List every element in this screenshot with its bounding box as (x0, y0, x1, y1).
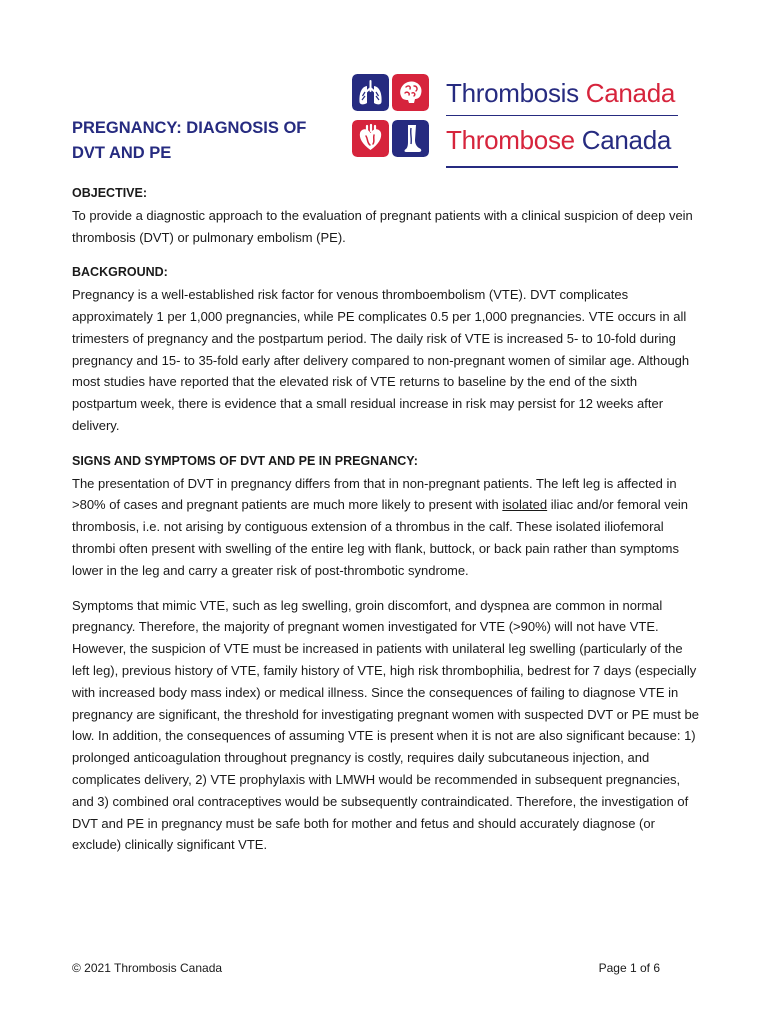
section-background (72, 262, 700, 436)
heart-icon (352, 120, 389, 157)
paragraph: Pregnancy is a well-established risk factor for venous thromboembolism (VTE). DVT complicates approximately 1 per 1,000 pregnancies, while PE complicates 0.5 per 1,000 pregnancies. VTE occurs in all trimesters of pregnancy and the postpartum period. The daily risk of VTE is increased 5- to 10-fold during pregnancy and 15- to 35-fold early after delivery compared to non-pregnant women of similar age. Although most studies have reported that the elevated risk of VTE returns to baseline by the end of the sixth postpartum week, there is evidence that a small residual increase in risk may persist for 12 weeks after delivery. (72, 287, 690, 433)
page-number: Page 1 of 6 (598, 961, 660, 975)
header-rule (446, 166, 678, 168)
text-run: The presentation of DVT in pregnancy differs from that in non-pregnant patients. The left leg is affected in >80% of cases and pregnant patients are much more likely to present with (72, 475, 677, 513)
page-title (72, 116, 352, 166)
logo-word-thrombosis: Thrombosis (446, 78, 579, 108)
logo-word-thrombose: Thrombose (446, 125, 575, 155)
section-heading: SIGNS AND SYMPTOMS OF DVT AND PE IN PREGNANCY: (72, 453, 418, 468)
brain-icon (392, 74, 429, 111)
page-title-line-1: PREGNANCY: DIAGNOSIS OF (72, 119, 307, 137)
logo-divider (446, 115, 678, 116)
paragraph (72, 473, 700, 582)
copyright-text: © 2021 Thrombosis Canada (72, 961, 223, 975)
thrombosis-canada-logo (350, 72, 680, 172)
logo-text-french (446, 125, 671, 155)
page-title-line-2: DVT AND PE (72, 144, 172, 162)
section-signs-symptoms (72, 451, 700, 856)
text-run: iliac and/or femoral vein thrombosis, i.e. not arising by contiguous extension of a thrombus in the calf. These isolated iliofemoral thrombi often present with swelling of the entire leg with flank, buttock, or back pain rather than symptoms lower in the leg and carry a greater risk of post-thrombotic syndrome. (72, 497, 689, 578)
logo-word-canada: Canada (578, 78, 676, 108)
section-objective (72, 183, 700, 248)
paragraph: Symptoms that mimic VTE, such as leg swelling, groin discomfort, and dyspnea are common in normal pregnancy. Therefore, the majority of pregnant women investigated for VTE (>90%) will not have VTE. However, the suspicion of VTE must be increased in patients with unilateral leg swelling (particularly of the left leg), previous history of VTE, family history of VTE, high risk thrombophilia, bedrest for 7 days (especially with increased body mass index) or medical illness. Since the consequences of failing to diagnose VTE in pregnancy are significant, the threshold for investigating pregnant women with suspected DVT or PE must be low. In addition, the consequences of assuming VTE is present when it is not are also significant because: 1) prolonged anticoagulation throughout pregnancy is costly, requires daily subcutaneous injection, and complicates delivery, 2) VTE prophylaxis with LMWH would be recommended in subsequent pregnancies, and 3) combined oral contraceptives would be subsequently contraindicated. Therefore, the investigation of DVT and PE in pregnancy must be safe both for mother and fetus and should accurately diagnose (or exclude) clinically significant VTE. (72, 597, 699, 853)
leg-icon (392, 120, 429, 157)
section-heading: BACKGROUND: (72, 265, 168, 280)
lungs-icon (352, 74, 389, 111)
logo-text-english (446, 78, 675, 108)
document-body (72, 183, 700, 870)
paragraph: To provide a diagnostic approach to the evaluation of pregnant patients with a clinical suspicion of deep vein thrombosis (DVT) or pulmonary embolism (PE). (72, 207, 693, 245)
section-heading: OBJECTIVE: (72, 186, 148, 200)
underlined-text: isolated (502, 497, 548, 513)
logo-word-canada-fr: Canada (574, 125, 672, 155)
